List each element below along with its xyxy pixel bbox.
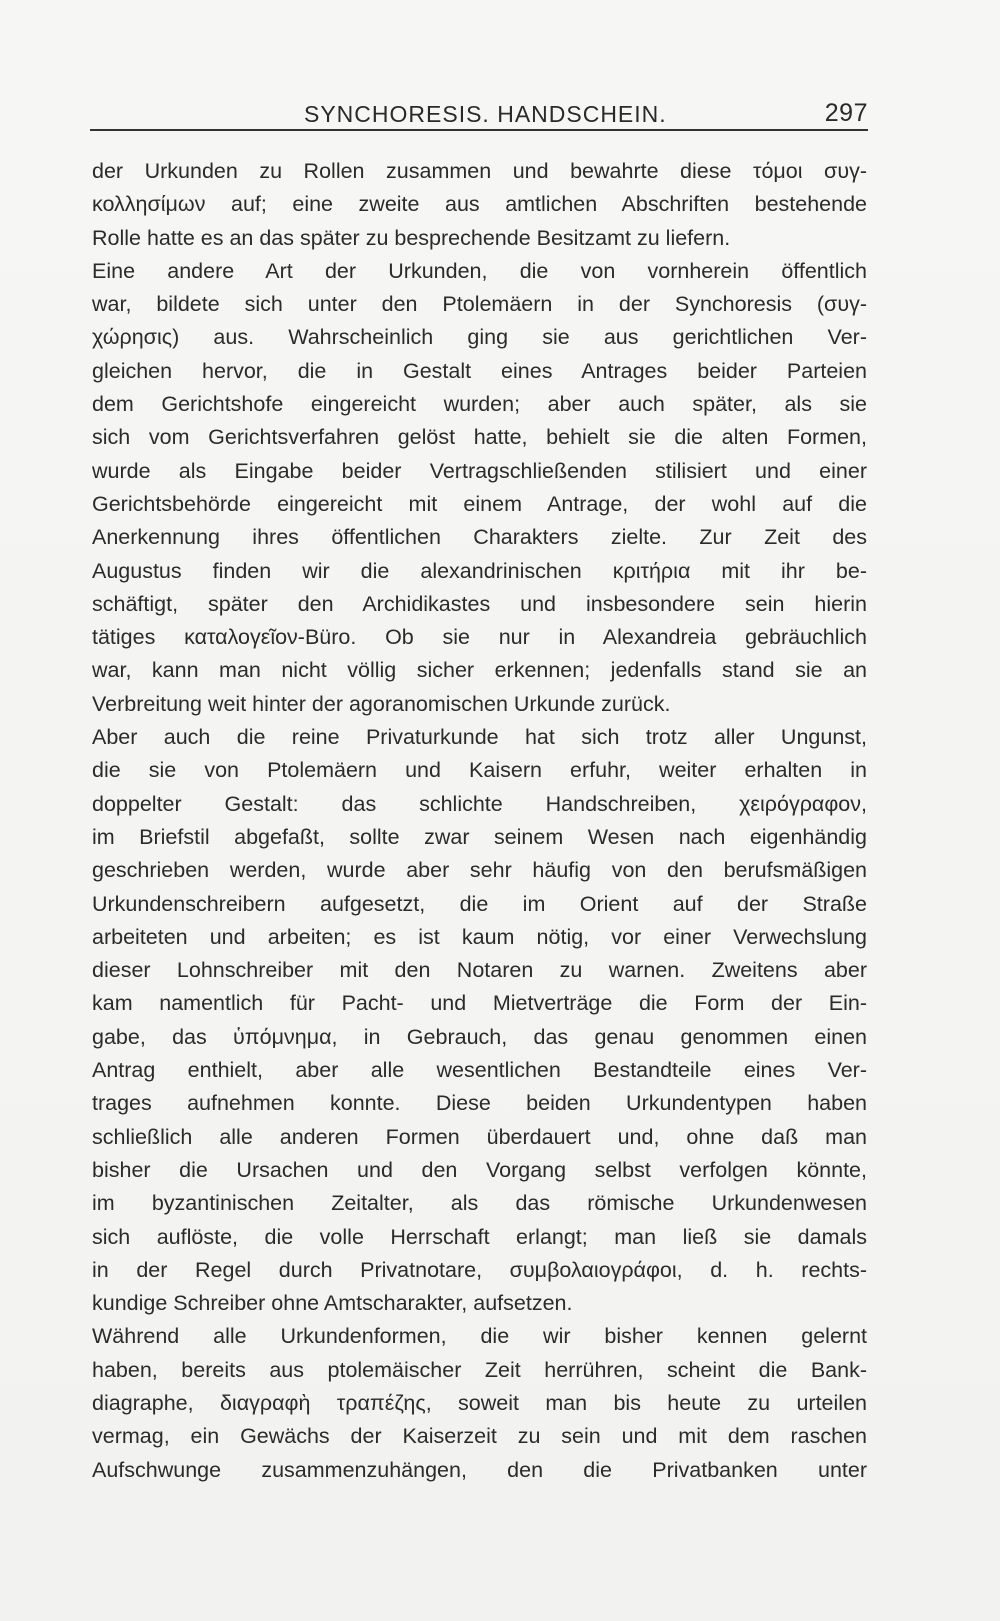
- text-line: Aber auch die reine Privaturkunde hat sich trotz aller Ungunst,: [92, 725, 867, 750]
- text-line: im byzantinischen Zeitalter, als das römische Urkundenwesen: [92, 1191, 867, 1216]
- text-line: Urkundenschreibern aufgesetzt, die im Orient auf der Straße: [92, 891, 867, 916]
- text-line: dieser Lohnschreiber mit den Notaren zu warnen. Zweitens aber: [92, 958, 867, 983]
- text-line: Augustus finden wir die alexandrinischen κριτήρια mit ihr be-: [92, 558, 867, 583]
- text-line: im Briefstil abgefaßt, sollte zwar seinem Wesen nach eigenhändig: [92, 824, 867, 849]
- text-line: Anerkennung ihres öffentlichen Charakters zielte. Zur Zeit des: [92, 525, 867, 550]
- running-title: SYNCHORESIS. HANDSCHEIN.: [304, 101, 667, 127]
- text-line: schäftigt, später den Archidikastes und insbesondere sein hierin: [92, 591, 867, 616]
- text-line: haben, bereits aus ptolemäischer Zeit herrühren, scheint die Bank-: [92, 1357, 867, 1382]
- text-line: diagraphe, διαγραφὴ τραπέζης, soweit man bis heute zu urteilen: [92, 1390, 867, 1415]
- text-line: der Urkunden zu Rollen zusammen und bewahrte diese τόμοι συγ-: [92, 159, 867, 183]
- text-line: war, kann man nicht völlig sicher erkennen; jedenfalls stand sie an: [92, 658, 867, 683]
- running-head: [90, 96, 868, 130]
- text-line: Während alle Urkundenformen, die wir bisher kennen gelernt: [92, 1324, 867, 1349]
- text-line: Rolle hatte es an das später zu besprechende Besitzamt zu liefern.: [92, 225, 731, 250]
- text-line: χώρησις) aus. Wahrscheinlich ging sie aus gerichtlichen Ver-: [92, 325, 867, 350]
- text-line: wurde als Eingabe beider Vertragschließenden stilisiert und einer: [92, 458, 867, 483]
- header-rule: [90, 129, 868, 131]
- text-line: vermag, ein Gewächs der Kaiserzeit zu sein und mit dem raschen: [92, 1424, 867, 1449]
- page-number: 297: [824, 99, 868, 127]
- text-line: Eine andere Art der Urkunden, die von vornherein öffentlich: [92, 258, 867, 283]
- text-line: geschrieben werden, wurde aber sehr häufig von den berufsmäßigen: [92, 858, 867, 883]
- text-line: kam namentlich für Pacht- und Mietverträge die Form der Ein-: [92, 991, 867, 1016]
- text-line: bisher die Ursachen und den Vorgang selbst verfolgen könnte,: [92, 1157, 867, 1182]
- text-line: dem Gerichtshofe eingereicht wurden; aber auch später, als sie: [92, 392, 867, 417]
- text-line: trages aufnehmen konnte. Diese beiden Urkundentypen haben: [92, 1091, 867, 1116]
- text-line: gleichen hervor, die in Gestalt eines Antrages beider Parteien: [92, 358, 867, 383]
- text-line: tätiges καταλογεῖον-Büro. Ob sie nur in Alexandreia gebräuchlich: [92, 625, 867, 650]
- text-line: die sie von Ptolemäern und Kaisern erfuhr, weiter erhalten in: [92, 758, 867, 783]
- text-line: gabe, das ὑπόμνημα, in Gebrauch, das genau genommen einen: [92, 1024, 867, 1049]
- text-line: κολλησίμων auf; eine zweite aus amtlichen Abschriften bestehende: [92, 192, 867, 217]
- text-line: war, bildete sich unter den Ptolemäern in der Synchoresis (συγ-: [92, 292, 867, 317]
- text-line: sich auflöste, die volle Herrschaft erlangt; man ließ sie damals: [92, 1224, 867, 1249]
- text-line: doppelter Gestalt: das schlichte Handschreiben, χειρόγραφον,: [92, 791, 867, 816]
- text-line: kundige Schreiber ohne Amtscharakter, aufsetzen.: [92, 1291, 573, 1316]
- text-line: schließlich alle anderen Formen überdauert und, ohne daß man: [92, 1124, 867, 1149]
- body-text: [92, 155, 867, 1487]
- text-line: sich vom Gerichtsverfahren gelöst hatte, behielt sie die alten Formen,: [92, 425, 867, 450]
- text-line: Verbreitung weit hinter der agoranomischen Urkunde zurück.: [92, 691, 671, 716]
- text-line: Antrag enthielt, aber alle wesentlichen Bestandteile eines Ver-: [92, 1058, 867, 1083]
- text-line: Gerichtsbehörde eingereicht mit einem Antrage, der wohl auf die: [92, 491, 867, 516]
- text-line: Aufschwunge zusammenzuhängen, den die Privatbanken unter: [92, 1457, 867, 1482]
- text-line: arbeiteten und arbeiten; es ist kaum nötig, vor einer Verwechslung: [92, 924, 867, 949]
- text-line: in der Regel durch Privatnotare, συμβολαιογράφοι, d. h. rechts-: [92, 1257, 867, 1282]
